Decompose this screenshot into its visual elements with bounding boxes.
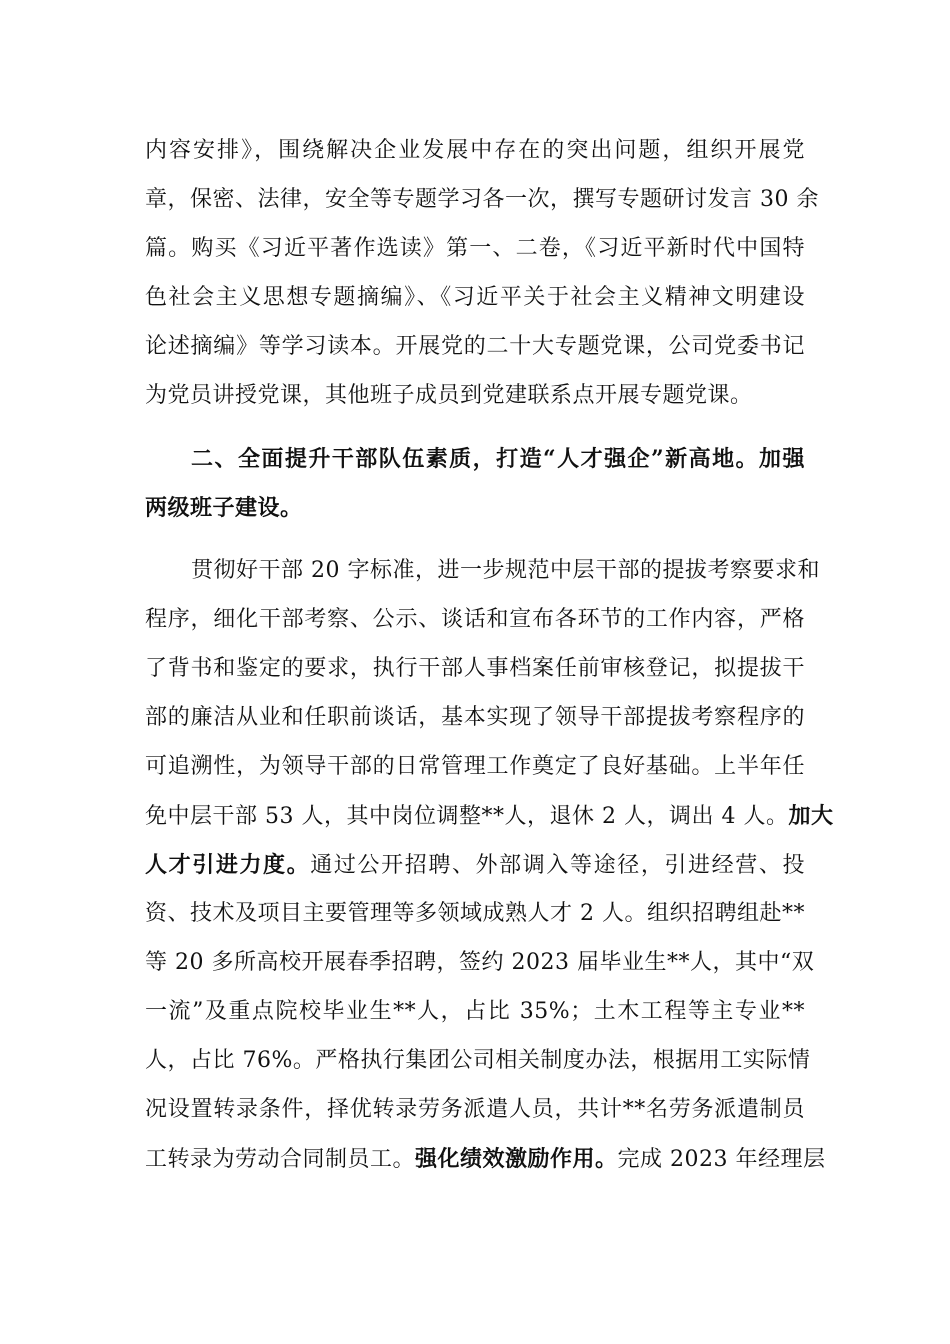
text-segment: 程序，细化干部考察、公示、谈话和宣布各环节的工作内容，严格 — [145, 607, 805, 632]
text-segment: 部的廉洁从业和任职前谈话，基本实现了领导干部提拔考察程序的 — [145, 705, 805, 730]
text-segment: 内容安排》，围绕解决企业发展中存在的突出问题，组织开展党 — [145, 138, 805, 163]
text-segment: 可追溯性，为领导干部的日常管理工作奠定了良好基础。上半年任 — [145, 754, 805, 779]
text-segment: 篇。购买《习近平著作选读》第一、二卷，《习近平新时代中国特 — [145, 236, 805, 261]
text-line — [145, 278, 805, 318]
text-segment: 完成 2023 年经理层 — [617, 1147, 826, 1172]
text-line — [145, 698, 805, 738]
text-segment: 免中层干部 53 人，其中岗位调整**人，退休 2 人，调出 4 人。 — [145, 804, 789, 829]
bold-segment: 人才引进力度。 — [145, 852, 311, 878]
text-segment: 论述摘编》等学习读本。开展党的二十大专题党课，公司党委书记 — [145, 334, 805, 359]
text-line — [145, 1139, 826, 1179]
text-segment: 了背书和鉴定的要求，执行干部人事档案任前审核登记，拟提拔干 — [145, 656, 805, 681]
section-heading — [145, 488, 805, 528]
text-segment: 资、技术及项目主要管理等多领域成熟人才 2 人。组织招聘组赴** — [145, 901, 805, 926]
text-line — [191, 551, 820, 591]
text-line — [145, 131, 805, 171]
text-segment: 贯彻好干部 20 字标准，进一步规范中层干部的提拔考察要求和 — [191, 558, 820, 583]
text-segment: 一流”及重点院校毕业生**人，占比 35%；土木工程等主专业** — [145, 999, 805, 1024]
text-line — [145, 180, 819, 220]
text-line — [145, 992, 805, 1032]
section-heading — [191, 439, 805, 479]
bold-segment: 二、全面提升干部队伍素质，打造“人才强企”新高地。加强 — [191, 446, 805, 472]
text-segment: 工转录为劳动合同制员工。 — [145, 1147, 416, 1172]
text-line — [145, 327, 805, 367]
text-segment: 色社会主义思想专题摘编》、《习近平关于社会主义精神文明建设 — [145, 285, 805, 310]
text-line — [145, 894, 805, 934]
text-line — [145, 1041, 811, 1081]
text-segment: 为党员讲授党课，其他班子成员到党建联系点开展专题党课。 — [145, 383, 753, 408]
text-segment: 通过公开招聘、外部调入等途径，引进经营、投 — [310, 853, 805, 878]
text-segment: 等 20 多所高校开展春季招聘，签约 2023 届毕业生**人，其中“双 — [145, 950, 815, 975]
text-line — [145, 796, 834, 836]
text-line — [145, 1090, 805, 1130]
bold-segment: 两级班子建设。 — [145, 495, 303, 521]
text-line — [145, 600, 805, 640]
text-line — [145, 747, 805, 787]
bold-segment: 强化绩效激励作用。 — [415, 1146, 618, 1172]
text-line — [145, 376, 805, 416]
text-segment: 章，保密、法律，安全等专题学习各一次，撰写专题研讨发言 30 余 — [145, 187, 819, 212]
text-line — [145, 943, 815, 983]
text-line — [145, 845, 805, 885]
text-line — [145, 229, 805, 269]
text-segment: 人，占比 76%。严格执行集团公司相关制度办法，根据用工实际情 — [145, 1048, 811, 1073]
bold-segment: 加大 — [788, 803, 834, 829]
text-segment: 况设置转录条件，择优转录劳务派遣人员，共计**名劳务派遣制员 — [145, 1097, 805, 1122]
text-line — [145, 649, 805, 689]
